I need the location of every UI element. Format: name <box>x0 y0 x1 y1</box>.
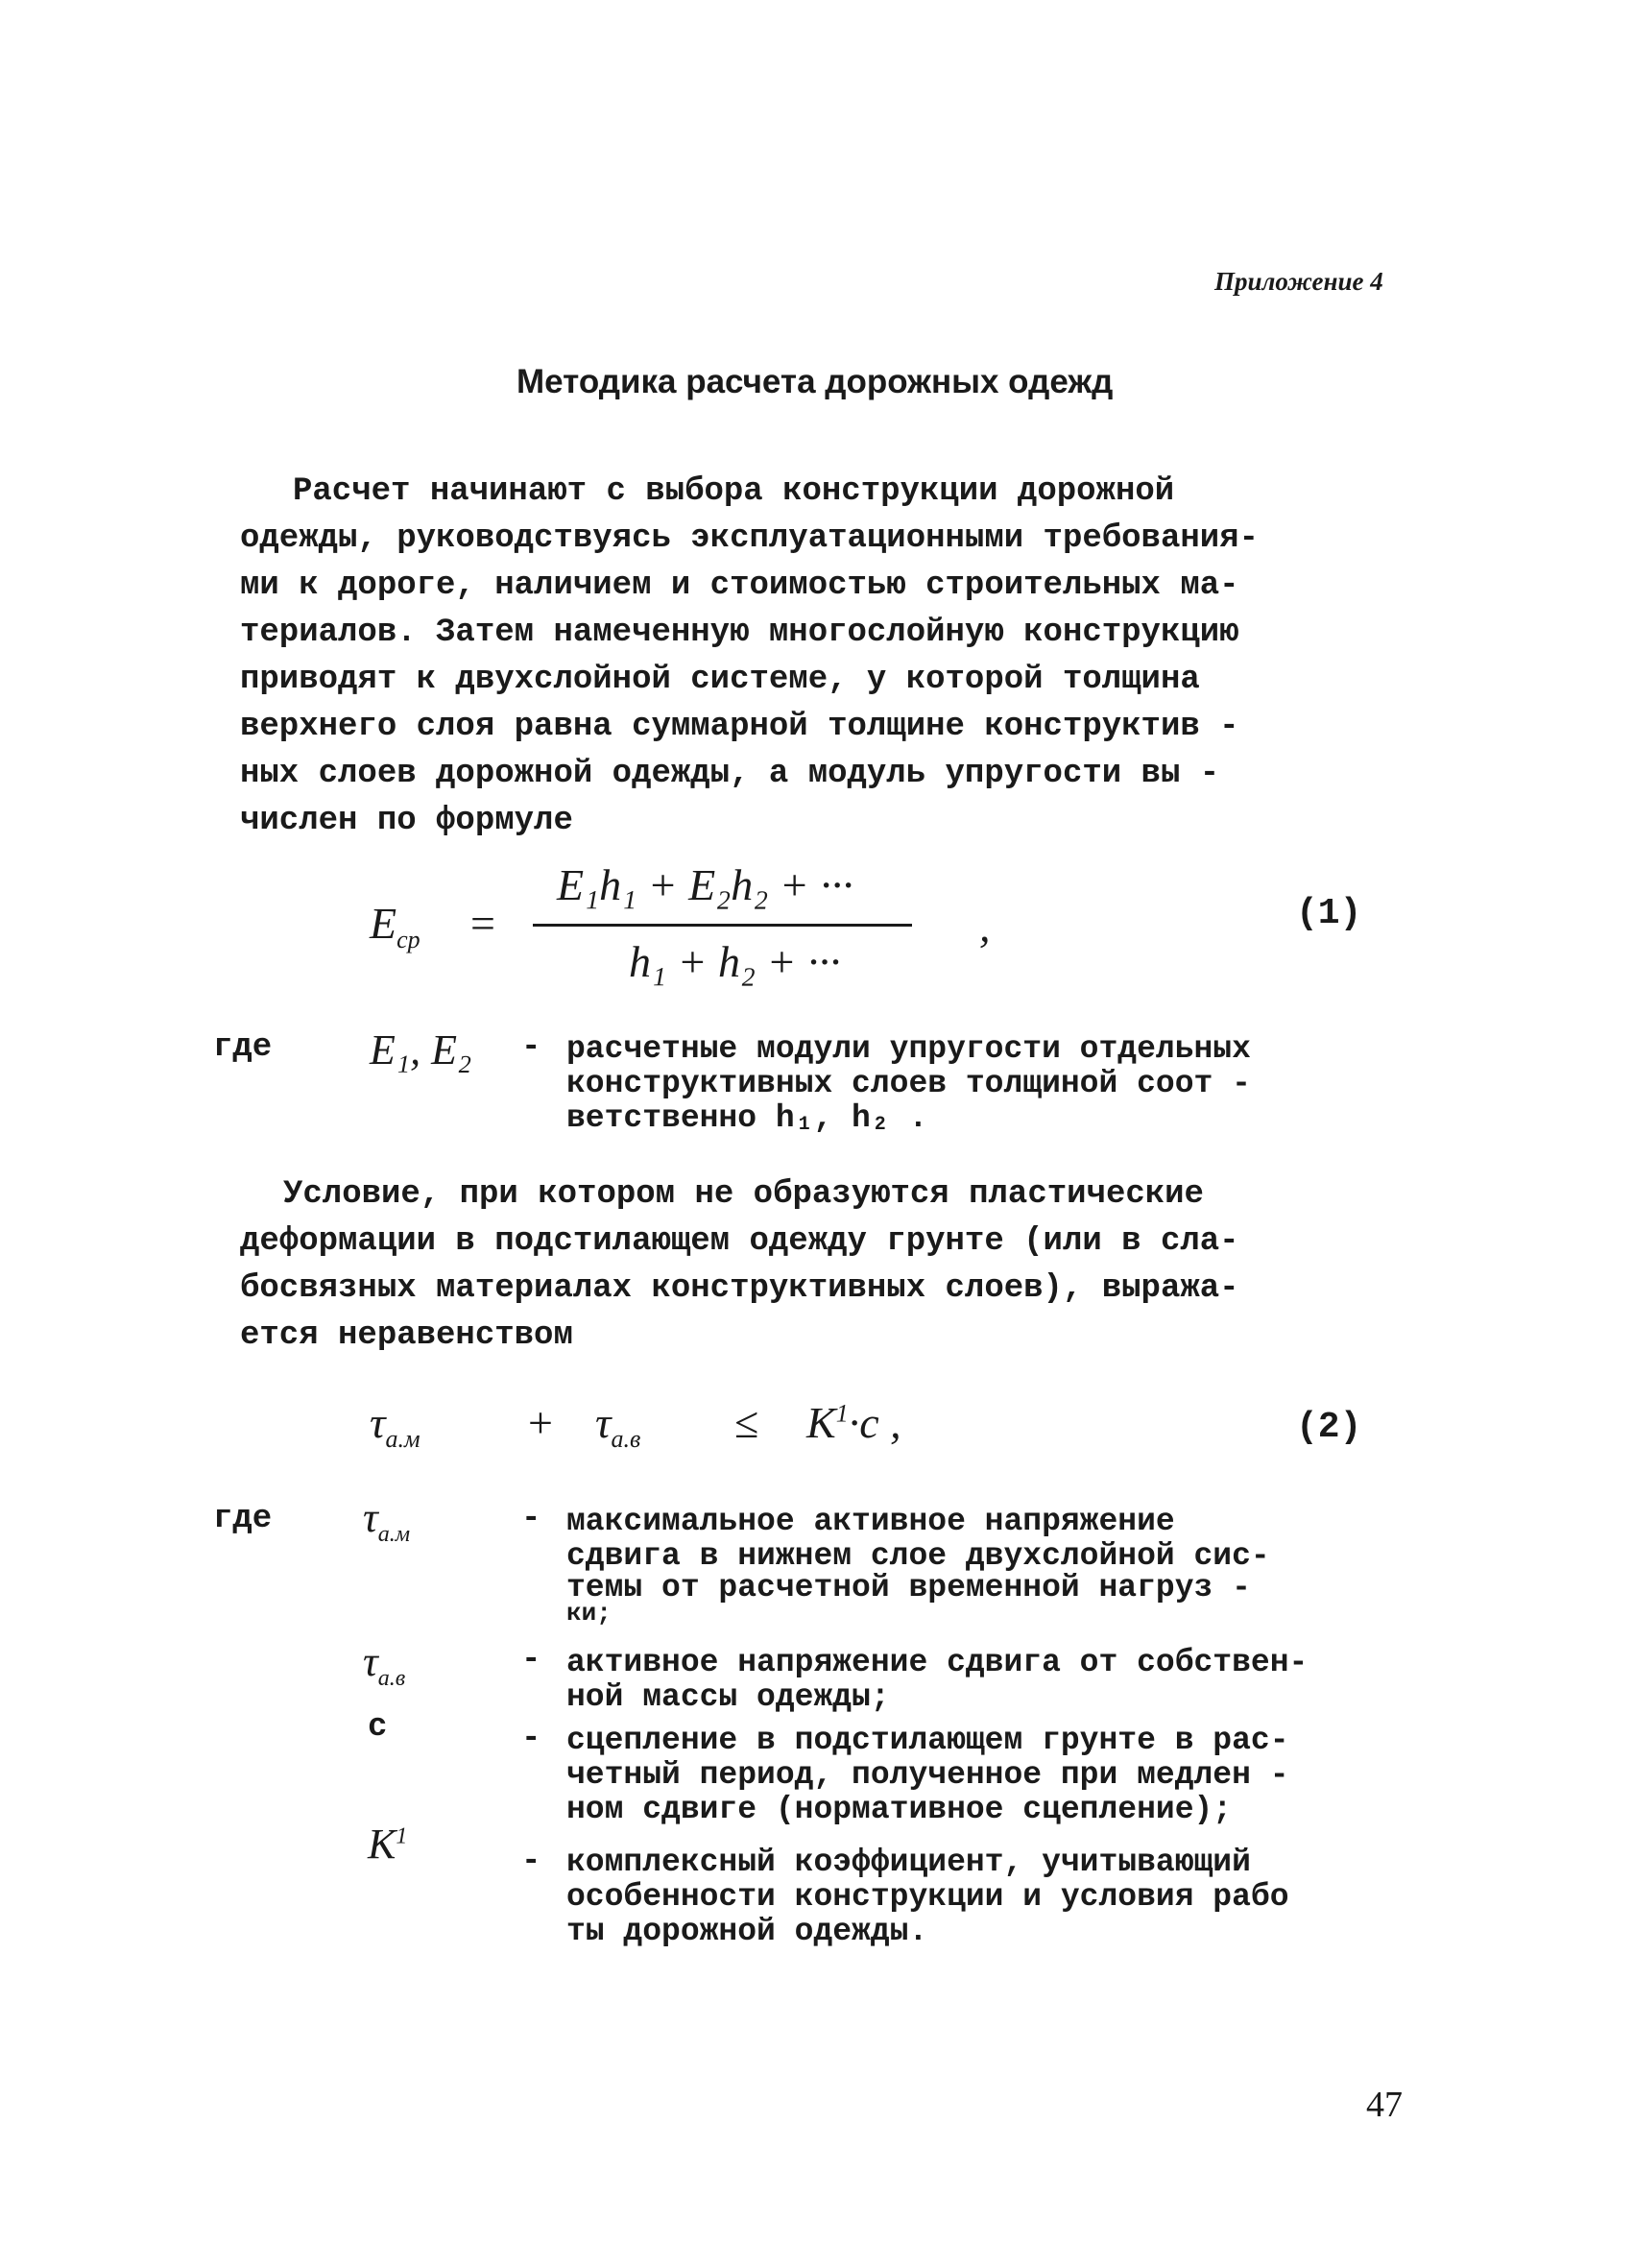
description-line: комплексный коэффициент, учитывающий <box>566 1845 1251 1880</box>
k-symbol: K <box>368 1821 396 1868</box>
description-line: активное напряжение сдвига от собствен- <box>566 1645 1309 1680</box>
equation-number-1: (1) <box>1296 893 1362 934</box>
formula-2-k-symbol: K <box>806 1398 836 1447</box>
paragraph-line: одежды, руководствуясь эксплуатационными требования- <box>240 520 1259 557</box>
paragraph-line: числен по формуле <box>240 803 573 839</box>
description-line: сдвига в нижнем слое двухслойной сис- <box>566 1538 1270 1574</box>
description-line: ки; <box>566 1599 612 1628</box>
paragraph-line: Условие, при котором не образуются пластические <box>283 1176 1204 1213</box>
paragraph-line: босвязных материалах конструктивных слоев), выража- <box>240 1270 1239 1307</box>
paragraph-condition <box>240 1171 1239 1360</box>
where-2-dash: - <box>521 1501 541 1537</box>
equation-number-2: (2) <box>1296 1407 1362 1448</box>
formula-2-term-2-subscript: а.в <box>611 1425 641 1454</box>
paragraph-line: верхнего слоя равна суммарной толщине конструктив - <box>240 709 1239 745</box>
description-line: ветственно h₁, h₂ . <box>566 1100 928 1136</box>
paragraph-line: ется неравенством <box>240 1317 573 1354</box>
description-line: ной массы одежды; <box>566 1679 890 1715</box>
where-1-dash: - <box>521 1029 541 1066</box>
description-line: ты дорожной одежды. <box>566 1914 928 1949</box>
where-2-description-c <box>566 1724 1289 1827</box>
description-line: особенности конструкции и условия рабо <box>566 1879 1289 1915</box>
formula-1-numerator: E₁h₁ + E₂h₂ + ··· <box>557 860 853 909</box>
formula-1-equals: = <box>470 899 495 948</box>
tau-symbol: τ <box>363 1494 378 1541</box>
paragraph-line: ных слоев дорожной одежды, а модуль упругости вы - <box>240 756 1220 792</box>
where-2-symbol-tau-av <box>363 1637 405 1692</box>
symbol-superscript: 1 <box>396 1823 408 1849</box>
formula-2-term-2 <box>595 1397 640 1454</box>
symbol-subscript: а.м <box>377 1521 411 1547</box>
where-2-description-tau-av <box>566 1646 1308 1715</box>
paragraph-line: териалов. Затем намеченную многослойную конструкцию <box>240 615 1239 651</box>
description-line: четный период, полученное при медлен - <box>566 1757 1289 1793</box>
formula-1-comma: , <box>979 902 991 951</box>
formula-1-lhs <box>370 898 420 954</box>
formula-1-denominator: h₁ + h₂ + ··· <box>629 937 841 986</box>
page-number: 47 <box>1366 2085 1403 2125</box>
formula-1-lhs-subscript: ср <box>396 926 420 954</box>
where-2-description-k1 <box>566 1846 1289 1949</box>
formula-2-rhs <box>806 1397 901 1448</box>
fraction-bar <box>533 924 912 927</box>
paragraph-line: Расчет начинают с выбора конструкции дорожной <box>293 473 1175 510</box>
formula-2-rhs-tail: ·c , <box>848 1398 901 1447</box>
where-2-description-tau-am <box>566 1504 1270 1628</box>
description-line: темы от расчетной временной нагруз - <box>566 1570 1251 1605</box>
formula-2-k-superscript: 1 <box>835 1399 849 1428</box>
description-line: ном сдвиге (нормативное сцепление); <box>566 1792 1233 1827</box>
description-line: расчетные модули упругости отдельных <box>566 1031 1251 1067</box>
formula-2-leq: ≤ <box>734 1398 759 1447</box>
where-2-dash: - <box>521 1642 541 1678</box>
description-line: конструктивных слоев толщиной соот - <box>566 1066 1251 1101</box>
where-label: где <box>213 1029 273 1066</box>
description-line: сцепление в подстилающем грунте в рас- <box>566 1723 1289 1758</box>
formula-2-plus: + <box>528 1398 553 1447</box>
formula-1-lhs-symbol: E <box>370 899 397 948</box>
where-2-symbol-k1 <box>368 1820 407 1869</box>
formula-2-term-1-subscript: а.м <box>385 1425 420 1454</box>
paragraph-line: приводят к двухслойной системе, у которой толщина <box>240 662 1200 698</box>
formula-2-tau-symbol: τ <box>370 1398 386 1447</box>
where-1-description <box>566 1032 1251 1136</box>
appendix-label: Приложение 4 <box>1214 267 1383 296</box>
where-2-dash: - <box>521 1844 541 1880</box>
symbol-subscript: а.в <box>377 1665 406 1691</box>
where-label: где <box>213 1501 273 1537</box>
where-2-dash: - <box>521 1721 541 1757</box>
where-2-symbol-c: с <box>368 1709 388 1746</box>
paragraph-line: деформации в подстилающем одежду грунте (или в сла- <box>240 1223 1239 1260</box>
paragraph-line: ми к дороге, наличием и стоимостью строительных ма- <box>240 567 1239 604</box>
tau-symbol: τ <box>363 1638 378 1685</box>
where-2-symbol-tau-am <box>363 1493 410 1548</box>
page-title: Методика расчета дорожных одежд <box>516 363 1114 400</box>
where-1-symbol: E₁, E₂ <box>370 1026 472 1074</box>
paragraph-intro <box>240 469 1259 845</box>
description-line: максимальное активное напряжение <box>566 1504 1175 1539</box>
formula-2-tau-symbol: τ <box>595 1398 612 1447</box>
formula-2-term-1 <box>370 1397 420 1454</box>
